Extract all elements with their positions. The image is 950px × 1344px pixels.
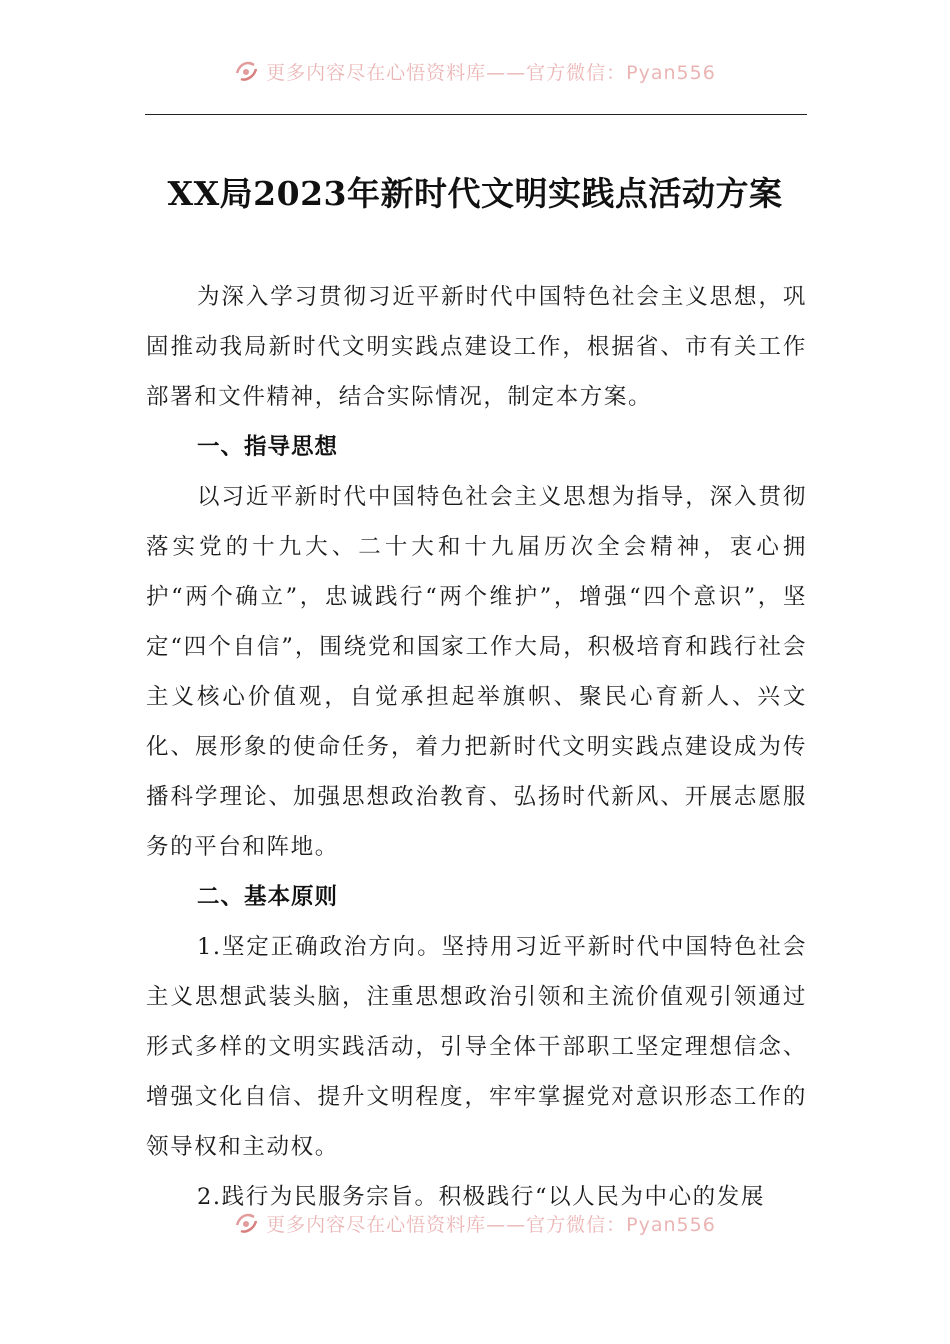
intro-paragraph: 为深入学习贯彻习近平新时代中国特色社会主义思想，巩固推动我局新时代文明实践点建设工作，根据省、市有关工作部署和文件精神，结合实际情况，制定本方案。 xyxy=(146,284,807,410)
principle-2-paragraph: 2.践行为民服务宗旨。积极践行“以人民为中心的发展 xyxy=(197,1184,765,1210)
watermark-bottom xyxy=(0,1208,950,1238)
document-title: XX局2023年新时代文明实践点活动方案 xyxy=(167,174,783,213)
header-rule xyxy=(145,114,807,115)
principle-1-paragraph: 1.坚定正确政治方向。坚持用习近平新时代中国特色社会主义思想武装头脑，注重思想政治引领和主流价值观引领通过形式多样的文明实践活动，引导全体干部职工坚定理想信念、增强文化自信、提升文明程度，牢牢掌握党对意识形态工作的领导权和主动权。 xyxy=(146,934,807,1160)
watermark-text: 更多内容尽在心悟资料库——官方微信：Pyan556 xyxy=(266,1213,716,1236)
section-heading-basic-principles: 二、基本原则 xyxy=(197,884,339,910)
document-body xyxy=(146,272,807,1222)
watermark-logo-icon xyxy=(234,1211,260,1235)
watermark-logo-icon xyxy=(234,59,260,83)
guiding-ideology-paragraph: 以习近平新时代中国特色社会主义思想为指导，深入贯彻落实党的十九大、二十大和十九届历次全会精神，衷心拥护“两个确立”，忠诚践行“两个维护”，增强“四个意识”，坚定“四个自信”，围绕党和国家工作大局，积极培育和践行社会主义核心价值观，自觉承担起举旗帜、聚民心育新人、兴文化、展形象的使命任务，着力把新时代文明实践点建设成为传播科学理论、加强思想政治教育、弘扬时代新风、开展志愿服务的平台和阵地。 xyxy=(146,484,807,860)
section-heading-guiding-ideology: 一、指导思想 xyxy=(197,434,339,460)
watermark-top xyxy=(0,56,950,86)
watermark-text: 更多内容尽在心悟资料库——官方微信：Pyan556 xyxy=(266,61,716,84)
